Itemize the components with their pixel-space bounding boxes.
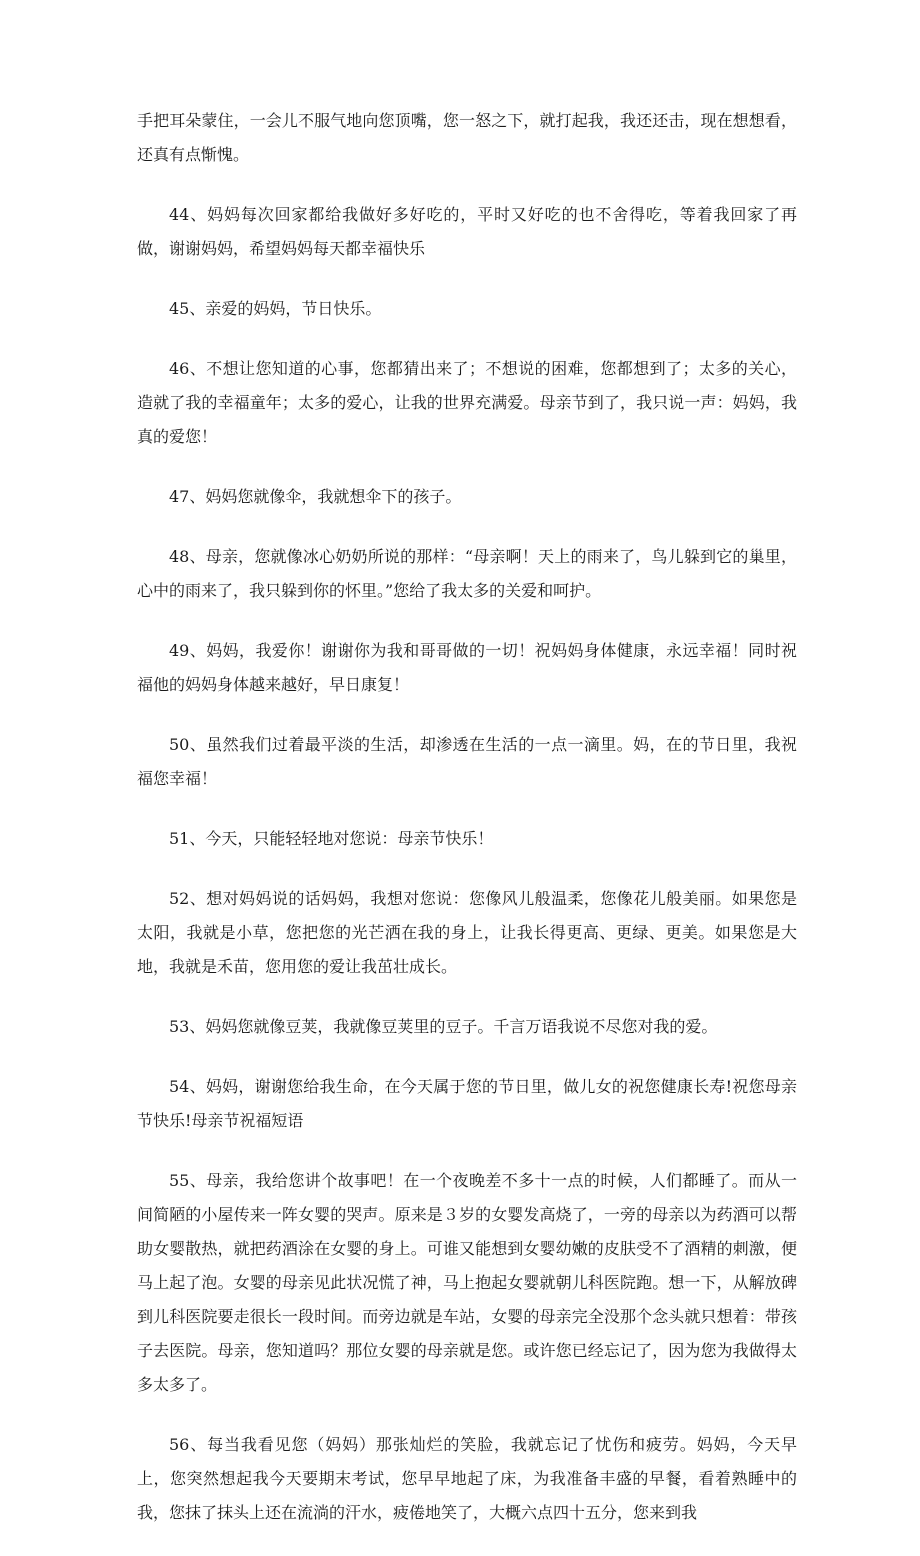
paragraph-54: 54、妈妈，谢谢您给我生命，在今天属于您的节日里，做儿女的祝您健康长寿!祝您母亲节快乐!母亲节祝福短语 [137,1077,797,1130]
paragraph-53: 53、妈妈您就像豆荚，我就像豆荚里的豆子。千言万语我说不尽您对我的爱。 [169,1017,718,1036]
paragraph-45: 45、亲爱的妈妈，节日快乐。 [169,299,382,318]
paragraph-44: 44、妈妈每次回家都给我做好多好吃的，平时又好吃的也不舍得吃，等着我回家了再做，谢谢妈妈，希望妈妈每天都幸福快乐 [137,205,797,258]
paragraph-49: 49、妈妈，我爱你！谢谢你为我和哥哥做的一切！祝妈妈身体健康，永远幸福！同时祝福他的妈妈身体越来越好，早日康复！ [137,641,797,694]
paragraph-47: 47、妈妈您就像伞，我就想伞下的孩子。 [169,487,462,506]
paragraph-50: 50、虽然我们过着最平淡的生活，却渗透在生活的一点一滴里。妈，在的节日里，我祝福您幸福！ [137,735,797,788]
document-page [137,104,797,1556]
paragraph-48: 48、母亲，您就像冰心奶奶所说的那样：“母亲啊！天上的雨来了，鸟儿躲到它的巢里，心中的雨来了，我只躲到你的怀里。”您给了我太多的关爱和呵护。 [137,547,797,600]
paragraph-52: 52、想对妈妈说的话妈妈，我想对您说：您像风儿般温柔，您像花儿般美丽。如果您是太阳，我就是小草，您把您的光芒洒在我的身上，让我长得更高、更绿、更美。如果您是大地，我就是禾苗，您用您的爱让我茁壮成长。 [137,889,797,976]
paragraph-56: 56、每当我看见您（妈妈）那张灿烂的笑脸，我就忘记了忧伤和疲劳。妈妈，今天早上，您突然想起我今天要期末考试，您早早地起了床，为我准备丰盛的早餐，看着熟睡中的我，您抹了抹头上还在流淌的汗水，疲倦地笑了，大概六点四十五分，您来到我 [137,1435,797,1522]
paragraph-51: 51、今天，只能轻轻地对您说：母亲节快乐！ [169,829,494,848]
paragraph-46: 46、不想让您知道的心事，您都猜出来了；不想说的困难，您都想到了；太多的关心，造就了我的幸福童年；太多的爱心，让我的世界充满爱。母亲节到了，我只说一声：妈妈，我真的爱您！ [137,359,797,446]
paragraph-continuation: 手把耳朵蒙住，一会儿不服气地向您顶嘴，您一怒之下，就打起我，我还还击，现在想想看，还真有点惭愧。 [137,111,797,164]
paragraph-55: 55、母亲，我给您讲个故事吧！在一个夜晚差不多十一点的时候，人们都睡了。而从一间简陋的小屋传来一阵女婴的哭声。原来是３岁的女婴发高烧了，一旁的母亲以为药酒可以帮助女婴散热，就把药酒涂在女婴的身上。可谁又能想到女婴幼嫩的皮肤受不了酒精的刺激，便马上起了泡。女婴的母亲见此状况慌了神，马上抱起女婴就朝儿科医院跑。想一下，从解放碑到儿科医院要走很长一段时间。而旁边就是车站，女婴的母亲完全没那个念头就只想着：带孩子去医院。母亲，您知道吗？那位女婴的母亲就是您。或许您已经忘记了，因为您为我做得太多太多了。 [137,1171,797,1394]
